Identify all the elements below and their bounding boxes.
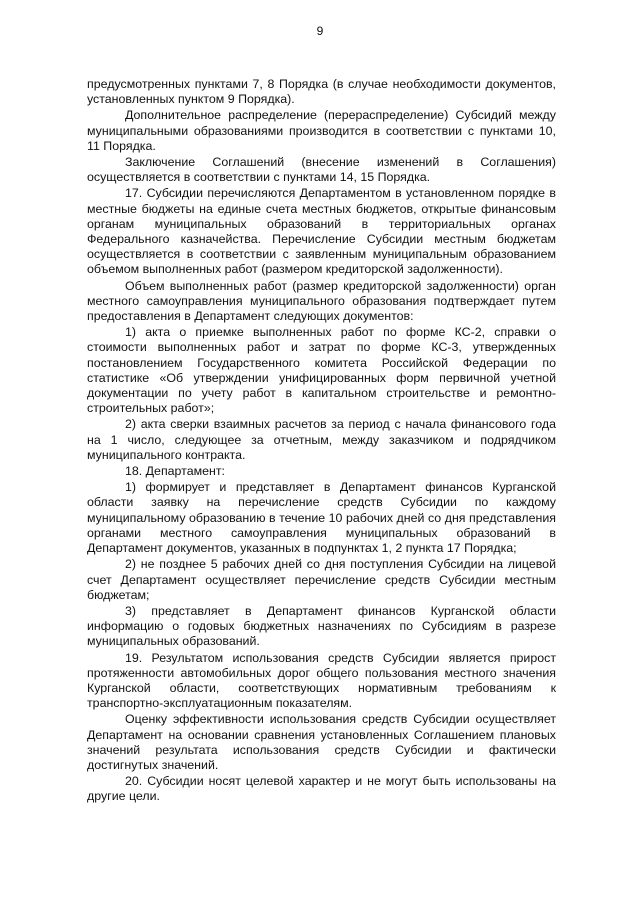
paragraph-17-transfer: 17. Субсидии перечисляются Департаментом в установленном порядке в местные бюджеты на единые счета местных бюджетов, открытые финансовым органам муниципальных образований в территориальных органах Федерального казначейства. Перечисление Субсидии местным бюджетам осуществляется в соответствии с заявленным муниципальным образованием объемом выполненных работ (размером кредиторской задолженности). [87, 186, 556, 277]
paragraph-18-item-2: 2) не позднее 5 рабочих дней со дня поступления Субсидии на лицевой счет Департамент осуществляет перечисление средств Субсидии местным бюджетам; [87, 557, 556, 602]
paragraph-work-volume: Объем выполненных работ (размер кредиторской задолженности) орган местного самоуправления муниципального образования подтверждает путем предоставления в Департамент следующих документов: [87, 278, 556, 324]
paragraph-20-purpose: 20. Субсидии носят целевой характер и не могут быть использованы на другие цели. [87, 774, 556, 804]
paragraph-18-department: 18. Департамент: [125, 464, 225, 479]
page-number: 9 [316, 24, 324, 38]
paragraph-18-item-1: 1) формирует и представляет в Департамент финансов Курганской области заявку на перечисление средств Субсидии по каждому муниципальному образованию в течение 10 рабочих дней со дня представления органами местного самоуправления муниципальных образований в Департамент документов, указанных в подпунктах 1, 2 пункта 17 Порядка; [87, 480, 556, 556]
paragraph-item-2-reconciliation-act: 2) акта сверки взаимных расчетов за период с начала финансового года на 1 число, следующее за отчетным, между заказчиком и подрядчиком муниципального контракта. [87, 417, 556, 462]
paragraph-documents-clause-continuation: предусмотренных пунктами 7, 8 Порядка (в случае необходимости документов, установленных пунктом 9 Порядка). [87, 77, 556, 107]
paragraph-additional-distribution: Дополнительное распределение (перераспределение) Субсидий между муниципальными образованиями производится в соответствии с пунктами 10, 11 Порядка. [87, 108, 556, 153]
paragraph-19-result: 19. Результатом использования средств Субсидии является прирост протяженности автомобильных дорог общего пользования местного значения Курганской области, соответствующих нормативным требованиям к транспортно-эксплуатационным показателям. [87, 650, 556, 711]
paragraph-efficiency-evaluation: Оценку эффективности использования средств Субсидии осуществляет Департамент на основании сравнения установленных Соглашением плановых значений результата использования средств Субсидии и фактически достигнутых значений. [87, 712, 556, 772]
paragraph-item-1-acceptance-act: 1) акта о приемке выполненных работ по форме КС-2, справки о стоимости выполненных работ и затрат по форме КС-3, утвержденных постановлением Государственного комитета Российской Федерации по статистике «Об утверждении унифицированных форм первичной учетной документации по учету работ в капитальном строительстве и ремонтно-строительных работ»; [87, 325, 556, 416]
document-body [87, 77, 556, 805]
paragraph-18-item-3: 3) представляет в Департамент финансов Курганской области информацию о годовых бюджетных назначениях по Субсидиям в разрезе муниципальных образований. [87, 603, 556, 649]
paragraph-agreements-conclusion: Заключение Соглашений (внесение изменений в Соглашения) осуществляется в соответствии с пунктами 14, 15 Порядка. [87, 155, 556, 185]
